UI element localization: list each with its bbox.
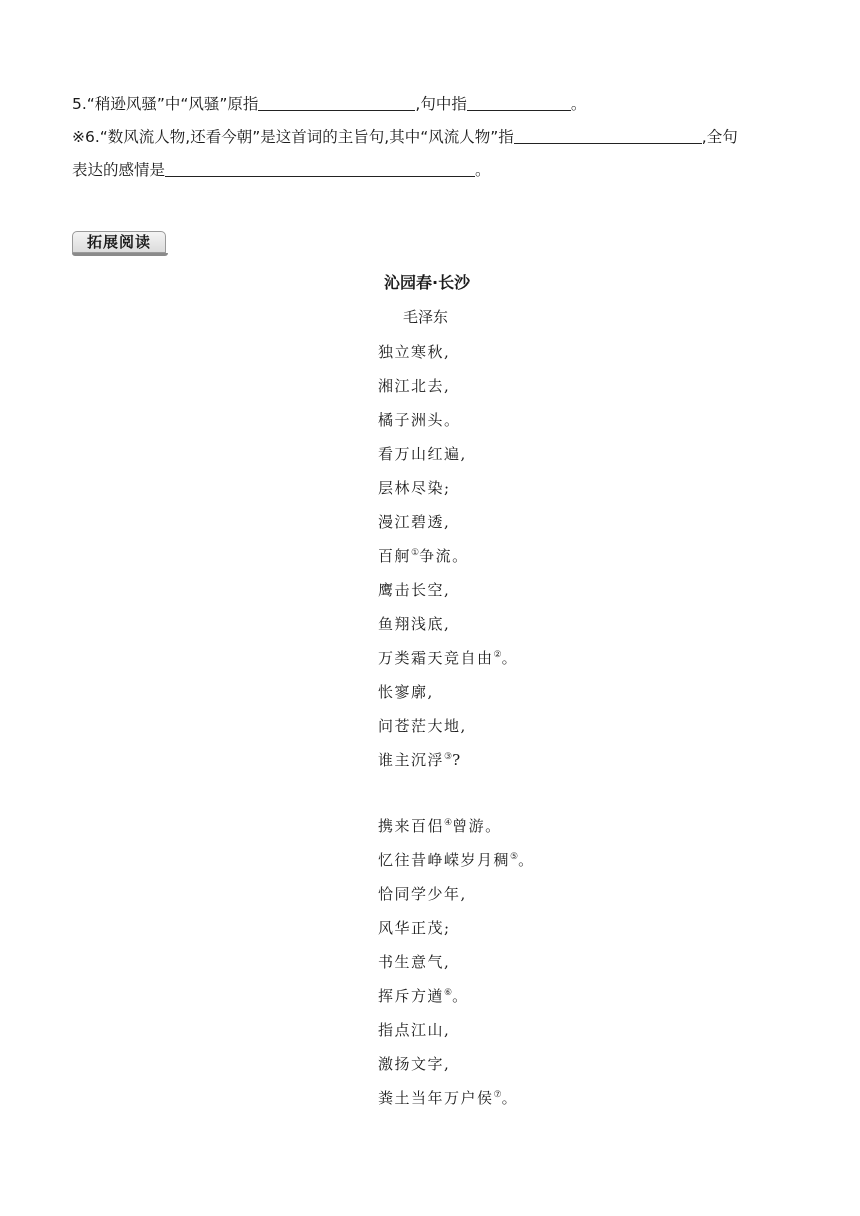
poem-line: [378, 682, 434, 702]
poem-author: 毛泽东: [403, 308, 449, 326]
section-badge-extended-reading: [72, 231, 168, 257]
poem-line: [378, 376, 450, 396]
poem-line-text: 湘江北去,: [378, 377, 451, 395]
poem-line-text-after-note: 曾游。: [452, 817, 502, 835]
poem-line-text-after-note: 争流。: [419, 547, 469, 565]
question-5-blank-context-meaning[interactable]: [467, 95, 571, 111]
question-6-line2-suffix: 。: [475, 161, 491, 179]
poem-line: [378, 1054, 450, 1074]
poem-line: [378, 342, 450, 362]
poem-line: [378, 512, 450, 532]
question-6-prefix: ※6.“数风流人物,还看今朝”是这首词的主旨句,其中“风流人物”指: [72, 128, 514, 146]
poem-line-text-after-note: 。: [501, 1089, 519, 1107]
question-5: [72, 94, 586, 114]
poem-line: [378, 614, 450, 634]
poem-line: [378, 1020, 450, 1040]
poem-line-text: 橘子洲头。: [378, 411, 461, 429]
poem-line-text: 谁主沉浮: [378, 751, 445, 769]
question-6-blank-heroes[interactable]: [514, 128, 702, 144]
poem-line: [378, 478, 451, 498]
poem-line-text-after-note: 。: [501, 649, 519, 667]
question-5-middle: ,句中指: [415, 95, 467, 113]
poem-line: [378, 952, 450, 972]
footnote-marker: ④: [444, 818, 453, 828]
footnote-marker: ⑤: [510, 852, 519, 862]
question-6-line2-prefix: 表达的感情是: [72, 161, 166, 179]
poem-line-text: 挥斥方遒: [378, 987, 445, 1005]
poem-line: [378, 1088, 518, 1108]
poem-line: [378, 444, 467, 464]
poem-line-text: 携来百侣: [378, 817, 445, 835]
poem-line-text-after-note: 。: [452, 987, 469, 1005]
question-6-line-2: [72, 160, 491, 180]
poem-line-text: 层林尽染;: [378, 479, 451, 497]
poem-line: [378, 850, 535, 870]
poem-line-text: 问苍茫大地,: [378, 717, 467, 735]
poem-line-text: 忆往昔峥嵘岁月稠: [378, 851, 511, 869]
poem-line-text: 鹰击长空,: [378, 581, 451, 599]
poem-line: [378, 918, 451, 938]
poem-line-text-after-note: 。: [518, 851, 535, 869]
poem-line-text: 怅寥廓,: [378, 683, 434, 701]
poem-line-text: 独立寒秋,: [378, 343, 451, 361]
question-5-prefix: 5.“稍逊风骚”中“风骚”原指: [72, 95, 259, 113]
poem-title: 沁园春·长沙: [384, 273, 471, 292]
poem-line: [378, 716, 467, 736]
question-6-blank-emotion[interactable]: [165, 161, 475, 177]
poem-line: [378, 816, 502, 836]
poem-line-text: 粪土当年万户侯: [378, 1089, 494, 1107]
poem-line: [378, 648, 518, 668]
poem-line: [378, 546, 469, 566]
poem-line-text: 看万山红遍,: [378, 445, 467, 463]
footnote-marker: ①: [411, 548, 420, 558]
poem-line-text: 鱼翔浅底,: [378, 615, 451, 633]
poem-line-text: 书生意气,: [378, 953, 451, 971]
question-6-suffix: ,全句: [701, 128, 738, 146]
poem-line-text: 激扬文字,: [378, 1055, 451, 1073]
poem-line-text: 万类霜天竞自由: [378, 649, 494, 667]
poem-line-text-after-note: ?: [452, 751, 462, 769]
section-badge-underline: [72, 253, 168, 256]
poem-line: [378, 580, 450, 600]
poem-line: [378, 986, 469, 1006]
question-5-blank-original-meaning[interactable]: [258, 95, 415, 111]
question-6: [72, 127, 738, 147]
section-badge-title: 拓展阅读: [86, 233, 151, 251]
poem-line-text: 百舸: [378, 547, 412, 565]
poem-line-text: 指点江山,: [378, 1021, 451, 1039]
poem-line-text: 风华正茂;: [378, 919, 451, 937]
poem-line: [378, 884, 467, 904]
poem-line: [378, 410, 461, 430]
question-5-suffix: 。: [570, 95, 587, 113]
footnote-marker: ⑥: [444, 988, 453, 998]
poem-line-text: 恰同学少年,: [378, 885, 467, 903]
poem-line: [378, 750, 462, 770]
footnote-marker: ③: [444, 752, 453, 762]
footnote-marker: ⑦: [493, 1090, 502, 1100]
poem-line-text: 漫江碧透,: [378, 513, 451, 531]
footnote-marker: ②: [493, 650, 502, 660]
